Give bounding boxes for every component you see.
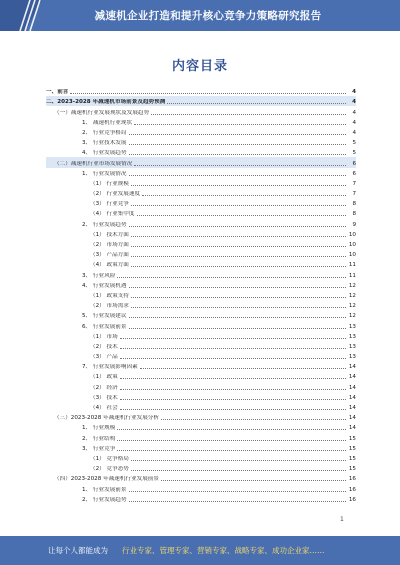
toc-dot-leader xyxy=(140,368,346,369)
toc-entry-page: 16 xyxy=(348,496,356,503)
toc-dot-leader xyxy=(131,256,346,257)
toc-entry-page: 5 xyxy=(352,150,356,157)
toc-entry-label: 一、前言 xyxy=(46,89,69,96)
header-stripes-decoration xyxy=(14,0,44,31)
toc-entry-label: （3） 行业竞争 xyxy=(90,201,129,208)
toc-dot-leader xyxy=(117,440,346,441)
toc-dot-leader xyxy=(120,399,346,400)
toc-entry[interactable] xyxy=(46,494,356,504)
toc-dot-leader xyxy=(120,348,346,349)
toc-entry-page: 6 xyxy=(352,170,356,177)
toc-entry-page: 15 xyxy=(348,466,356,473)
toc-entry-label: （三）2023-2028 年减速机行业发展分析 xyxy=(54,415,159,422)
toc-entry-label: （四）2023-2028 年减速机行业发展前景 xyxy=(54,476,159,483)
toc-entry-page: 10 xyxy=(348,252,356,259)
table-of-contents xyxy=(46,86,356,504)
toc-entry-label: （4） 行业集中度 xyxy=(90,211,135,218)
toc-entry[interactable] xyxy=(46,269,356,279)
toc-entry-page: 4 xyxy=(352,99,356,106)
toc-entry-label: （1） 技术方面 xyxy=(90,231,129,238)
toc-entry-page: 4 xyxy=(352,119,356,126)
toc-entry-label: 2、 行业发展趋势 xyxy=(82,496,127,503)
toc-dot-leader xyxy=(161,480,346,481)
toc-entry-page: 6 xyxy=(352,160,356,167)
toc-entry[interactable] xyxy=(46,127,356,137)
toc-entry[interactable] xyxy=(46,168,356,178)
toc-entry[interactable] xyxy=(46,443,356,453)
toc-dot-leader xyxy=(167,103,346,104)
toc-dot-leader xyxy=(120,378,346,379)
toc-entry-page: 14 xyxy=(348,374,356,381)
toc-dot-leader xyxy=(131,266,346,267)
toc-entry-page: 15 xyxy=(348,445,356,452)
toc-dot-leader xyxy=(129,144,347,145)
toc-entry-label: （2） 行业发展速度 xyxy=(90,191,141,198)
toc-dot-leader xyxy=(117,277,346,278)
toc-entry-page: 14 xyxy=(348,405,356,411)
toc-entry-label: （1） 竞争格局 xyxy=(90,455,129,462)
toc-entry[interactable] xyxy=(46,157,356,167)
toc-heading: 内容目录 xyxy=(171,59,228,74)
toc-entry[interactable] xyxy=(46,147,356,157)
toc-entry-label: （1） 政策 xyxy=(90,374,118,381)
toc-dot-leader xyxy=(129,134,347,135)
toc-dot-leader xyxy=(129,328,347,329)
toc-entry[interactable] xyxy=(46,371,356,381)
toc-entry-page: 14 xyxy=(348,384,356,391)
toc-entry-label: （2） 技术 xyxy=(90,343,118,350)
toc-entry[interactable] xyxy=(46,402,356,412)
toc-entry[interactable] xyxy=(46,239,356,249)
toc-dot-leader xyxy=(129,491,347,492)
toc-entry-label: 1、 行业发展情况 xyxy=(82,170,127,177)
toc-entry[interactable] xyxy=(46,310,356,320)
toc-entry-label: 1、 减速机行业现状 xyxy=(82,119,133,126)
toc-entry-page: 4 xyxy=(352,89,356,96)
toc-entry-page: 14 xyxy=(348,394,356,401)
toc-entry[interactable] xyxy=(46,198,356,208)
toc-entry[interactable] xyxy=(46,453,356,463)
toc-dot-leader xyxy=(134,165,346,166)
toc-dot-leader xyxy=(120,358,346,359)
toc-entry-label: 1、 行业发展前景 xyxy=(82,486,127,493)
toc-entry-label: 7、 行业发展影响因素 xyxy=(82,364,138,371)
toc-entry[interactable] xyxy=(46,208,356,218)
page-number: 1 xyxy=(340,516,344,523)
toc-dot-leader xyxy=(142,195,346,196)
toc-entry[interactable] xyxy=(46,463,356,473)
toc-entry[interactable] xyxy=(46,86,356,96)
toc-entry-label: （2） 市场需求 xyxy=(90,303,129,310)
toc-entry[interactable] xyxy=(46,381,356,391)
toc-entry[interactable] xyxy=(46,331,356,341)
toc-entry[interactable] xyxy=(46,290,356,300)
toc-entry[interactable] xyxy=(46,106,356,116)
toc-dot-leader xyxy=(70,93,346,94)
toc-dot-leader xyxy=(129,175,347,176)
toc-entry-page: 12 xyxy=(348,303,356,310)
toc-dot-leader xyxy=(129,501,347,502)
toc-dot-leader xyxy=(131,185,346,186)
toc-entry[interactable] xyxy=(46,392,356,402)
toc-entry-page: 13 xyxy=(348,354,356,361)
toc-entry-label: 3、 行业风险 xyxy=(82,272,116,279)
footer-slogan-right: 行业专家、管理专家、营销专家、战略专家、成功企业家…… xyxy=(122,546,325,555)
toc-entry-label: （1） 行业规模 xyxy=(90,180,129,187)
toc-entry-label: （1） 政策支持 xyxy=(90,292,129,299)
toc-dot-leader xyxy=(120,389,346,390)
toc-entry[interactable] xyxy=(46,229,356,239)
toc-dot-leader xyxy=(120,338,346,339)
toc-entry-label: 6、 行业发展前景 xyxy=(82,323,127,330)
toc-entry[interactable] xyxy=(46,361,356,371)
toc-entry-label: （1） 市场 xyxy=(90,333,118,340)
toc-entry-label: （2） 竞争态势 xyxy=(90,466,129,473)
toc-entry-label: （2） 市场方面 xyxy=(90,242,129,248)
toc-entry-label: 4、 行业发展机遇 xyxy=(82,282,127,289)
toc-entry[interactable] xyxy=(46,188,356,198)
toc-dot-leader xyxy=(129,317,347,318)
toc-entry-label: （2） 经济 xyxy=(90,384,118,391)
toc-entry-page: 14 xyxy=(348,425,356,432)
toc-entry-label: 4、 行业发展趋势 xyxy=(82,150,127,157)
toc-entry-label: 5、 行业发展建议 xyxy=(82,313,127,320)
toc-dot-leader xyxy=(129,154,347,155)
toc-entry[interactable] xyxy=(46,320,356,330)
toc-dot-leader xyxy=(131,205,346,206)
toc-entry-label: （3） 产品方面 xyxy=(90,252,129,259)
toc-dot-leader xyxy=(117,450,346,451)
toc-entry-label: （3） 产品 xyxy=(90,354,118,361)
toc-entry-page: 15 xyxy=(348,435,356,442)
toc-entry-label: （3） 技术 xyxy=(90,394,118,401)
toc-dot-leader xyxy=(161,419,346,420)
toc-entry-label: 2、 行业结构 xyxy=(82,435,116,442)
toc-entry[interactable] xyxy=(46,351,356,361)
toc-entry[interactable] xyxy=(46,422,356,432)
toc-entry-label: 二、2023-2028 年减速机市场前景及趋势预测 xyxy=(46,99,166,106)
toc-entry-page: 16 xyxy=(348,476,356,483)
toc-dot-leader xyxy=(131,297,346,298)
toc-entry[interactable] xyxy=(46,259,356,269)
toc-entry-label: 3、 行业竞争 xyxy=(82,445,116,452)
toc-entry-page: 12 xyxy=(348,313,356,320)
toc-dot-leader xyxy=(137,215,347,216)
toc-entry[interactable] xyxy=(46,300,356,310)
toc-entry-page: 4 xyxy=(352,109,356,116)
footer-banner xyxy=(0,536,400,565)
toc-entry-label: 2、 行业竞争格局 xyxy=(82,129,127,136)
report-title: 减速机企业打造和提升核心竞争力策略研究报告 xyxy=(94,10,322,22)
toc-entry-page: 13 xyxy=(348,333,356,340)
toc-entry[interactable] xyxy=(46,218,356,228)
toc-dot-leader xyxy=(117,429,346,430)
toc-entry[interactable] xyxy=(46,137,356,147)
toc-entry-page: 15 xyxy=(348,455,356,462)
toc-entry-page: 11 xyxy=(348,262,356,269)
toc-entry-page: 4 xyxy=(352,129,356,136)
toc-dot-leader xyxy=(120,409,346,410)
header-banner xyxy=(0,0,400,31)
toc-entry[interactable] xyxy=(46,432,356,442)
toc-entry[interactable] xyxy=(46,341,356,351)
toc-entry-page: 8 xyxy=(352,201,356,208)
toc-entry-label: （二）减速机行业市场发展情况 xyxy=(54,160,133,167)
toc-entry-page: 13 xyxy=(348,343,356,350)
toc-entry[interactable] xyxy=(46,178,356,188)
toc-dot-leader xyxy=(131,246,346,247)
toc-entry-page: 10 xyxy=(348,242,356,248)
toc-entry-page: 13 xyxy=(348,323,356,330)
toc-entry-page: 7 xyxy=(352,180,356,187)
toc-entry-page: 7 xyxy=(352,191,356,198)
footer-slogan-left: 让每个人都能成为 xyxy=(48,546,108,555)
toc-dot-leader xyxy=(131,460,346,461)
toc-entry-page: 12 xyxy=(348,282,356,289)
toc-dot-leader xyxy=(134,124,346,125)
toc-entry-label: （4） 社会 xyxy=(90,405,118,411)
toc-entry[interactable] xyxy=(46,249,356,259)
toc-entry-page: 8 xyxy=(352,211,356,218)
toc-entry-page: 14 xyxy=(348,415,356,422)
toc-entry[interactable] xyxy=(46,473,356,483)
toc-entry-label: 1、 行业规模 xyxy=(82,425,116,432)
toc-entry[interactable] xyxy=(46,96,356,106)
toc-entry[interactable] xyxy=(46,117,356,127)
toc-entry-label: （一）减速机行业发展现状及发展趋势 xyxy=(54,109,150,116)
toc-entry-page: 12 xyxy=(348,292,356,299)
toc-entry[interactable] xyxy=(46,483,356,493)
toc-entry[interactable] xyxy=(46,412,356,422)
toc-entry-page: 10 xyxy=(348,231,356,238)
toc-dot-leader xyxy=(131,236,346,237)
toc-dot-leader xyxy=(129,287,347,288)
toc-entry-page: 16 xyxy=(348,486,356,493)
toc-entry[interactable] xyxy=(46,280,356,290)
toc-entry-label: 2、 行业发展趋势 xyxy=(82,221,127,228)
toc-entry-label: （4） 政策方面 xyxy=(90,262,129,269)
toc-entry-page: 14 xyxy=(348,364,356,371)
toc-entry-page: 5 xyxy=(352,140,356,147)
toc-entry-page: 11 xyxy=(348,272,356,279)
toc-dot-leader xyxy=(151,114,346,115)
toc-dot-leader xyxy=(131,307,346,308)
toc-entry-label: 3、 行业技术发展 xyxy=(82,140,127,147)
toc-dot-leader xyxy=(131,470,346,471)
toc-entry-page: 9 xyxy=(352,221,356,228)
toc-dot-leader xyxy=(129,226,347,227)
